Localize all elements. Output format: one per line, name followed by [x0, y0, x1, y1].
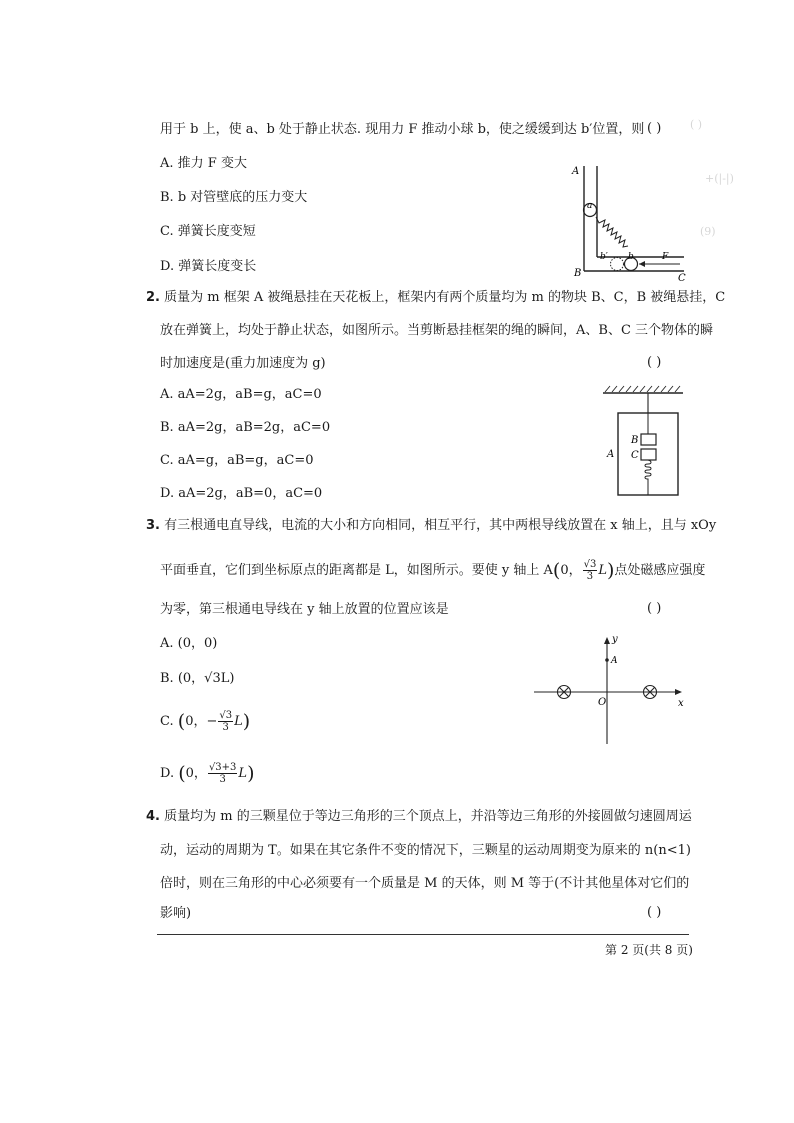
q2-option-a: A. aA=2g，aB=g，aC=0	[160, 387, 322, 402]
page-number: 第 2 页(共 8 页)	[605, 943, 693, 957]
q2-line3: 时加速度是(重力加速度为 g)	[160, 356, 326, 371]
q1-answer-blank: ( )	[647, 121, 662, 136]
q1-stem: 用于 b 上，使 a、b 处于静止状态. 现用力 F 推动小球 b，使之缓缓到达 b′位置，则	[160, 122, 645, 137]
q3-fraction: $\frac{√3}{3}$	[583, 559, 597, 582]
label-b: b	[628, 252, 634, 262]
q2-option-b: B. aA=2g，aB=2g，aC=0	[160, 420, 331, 435]
q4-line3: 倍时，则在三角形的中心必须要有一个质量是 M 的天体，则 M 等于(不计其他星体对它们的	[160, 876, 690, 891]
q1-option-b: B. b 对管壁底的压力变大	[160, 190, 308, 205]
q3-option-b: B. (0，√3L)	[160, 671, 235, 686]
bleed-through-mark: (9)	[700, 225, 716, 238]
q3-line2: 平面垂直，它们到坐标原点的距离都是 L，如图所示。要使 y 轴上 A(0， $\frac{√3}{3}$ L)点处磁感应强度	[160, 559, 706, 582]
bleed-through-mark: +(|-|)	[705, 172, 734, 185]
label-B: B	[574, 268, 582, 279]
q4-number: 4.	[146, 809, 160, 824]
label-B: B	[631, 435, 639, 446]
block-C	[641, 449, 656, 460]
q3-answer-blank: ( )	[647, 601, 662, 616]
q3-number: 3.	[146, 518, 160, 533]
axis-y-label: y	[612, 634, 618, 645]
footer-divider	[157, 934, 689, 935]
q2-line2: 放在弹簧上，均处于静止状态，如图所示。当剪断悬挂框架的绳的瞬间，A、B、C 三个物体的瞬	[160, 323, 714, 338]
q2-answer-blank: ( )	[647, 355, 662, 370]
q1-option-a: A. 推力 F 变大	[160, 156, 247, 171]
block-B	[641, 434, 656, 445]
label-C: C	[678, 273, 686, 284]
q3-option-c: C. (0，− $\frac{√3}{3}$ L)	[160, 710, 251, 733]
ball-b-prime	[611, 258, 624, 271]
q4-line1: 4. 质量均为 m 的三颗星位于等边三角形的三个顶点上，并沿等边三角形的外接圆做匀速圆周运	[146, 809, 692, 824]
q2-option-c: C. aA=g，aB=g，aC=0	[160, 453, 314, 468]
q4-answer-blank: ( )	[647, 905, 662, 920]
origin-label: O	[598, 697, 607, 708]
point-A-label: A	[611, 656, 618, 666]
q2-number: 2.	[146, 290, 160, 305]
q4-line2: 动，运动的周期为 T。如果在其它条件不变的情况下，三颗星的运动周期变为原来的 n(n<1)	[160, 843, 691, 858]
q1-figure-tube-spring	[570, 160, 695, 285]
q3-option-d: D. (0， $\frac{√3+3}{3}$ L)	[160, 762, 255, 785]
label-a: A	[572, 166, 580, 177]
label-C: C	[631, 450, 639, 461]
axis-x-label: x	[678, 698, 684, 709]
label-b-prime: b′	[600, 252, 608, 262]
spring	[596, 217, 628, 247]
q3-option-a: A. (0，0)	[160, 636, 218, 651]
q3-line3: 为零，第三根通电导线在 y 轴上放置的位置应该是	[160, 602, 449, 617]
q4-line4: 影响)	[160, 906, 192, 921]
q2-line1: 2. 质量为 m 框架 A 被绳悬挂在天花板上，框架内有两个质量均为 m 的物块 B、C，B 被绳悬挂，C	[146, 290, 726, 305]
label-f: F	[662, 252, 669, 262]
q3-line1: 3. 有三根通电直导线，电流的大小和方向相同，相互平行，其中两根导线放置在 x 轴上，且与 xOy	[146, 518, 717, 533]
bleed-through-mark: ( )	[690, 118, 703, 131]
q1-option-c: C. 弹簧长度变短	[160, 224, 256, 239]
label-small-a: a	[587, 201, 593, 211]
spring	[645, 460, 651, 495]
q2-option-d: D. aA=2g，aB=0，aC=0	[160, 486, 323, 501]
label-A: A	[607, 449, 615, 460]
q2-figure-frame-blocks	[598, 385, 698, 500]
q3-figure-axes-wires	[530, 630, 690, 748]
q1-option-d: D. 弹簧长度变长	[160, 259, 257, 274]
